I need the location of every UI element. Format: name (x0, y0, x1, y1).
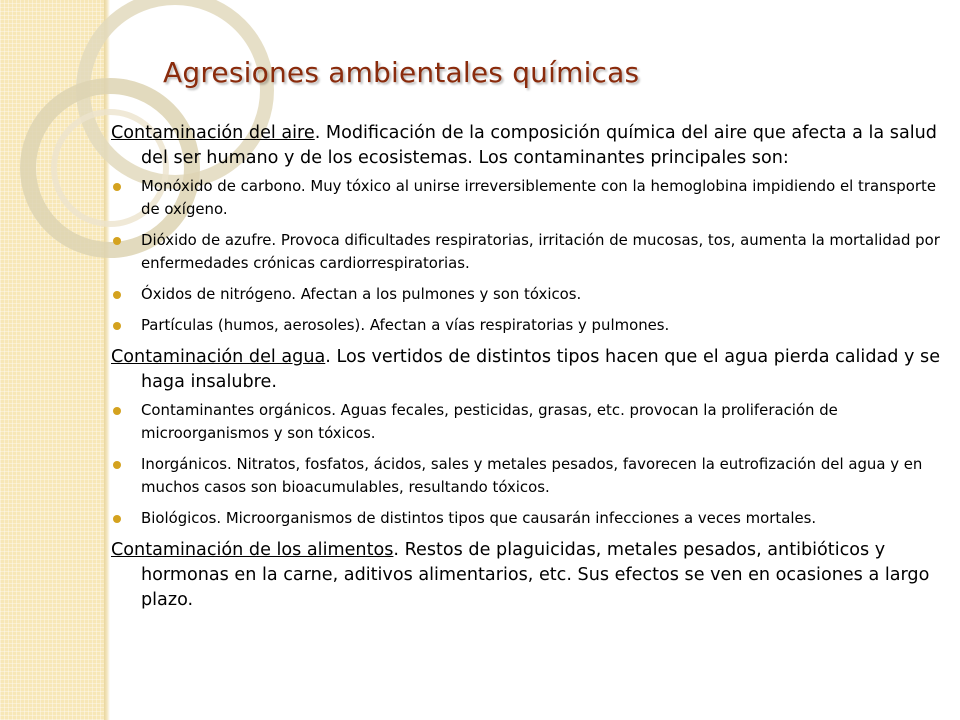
section-food (111, 538, 956, 613)
page-title: Agresiones ambientales químicas (163, 56, 640, 89)
section-text-air: . Modificación de la composición química del aire que afecta a la salud del ser humano y de los ecosistemas. Los contaminantes principales son: (141, 123, 937, 168)
section-text-water: . Los vertidos de distintos tipos hacen que el agua pierda calidad y se haga insalubre. (141, 347, 941, 392)
bullet-list-water (111, 399, 956, 530)
section-heading-water: Contaminación del agua (111, 347, 326, 367)
list-item: Partículas (humos, aerosoles). Afectan a vías respiratorias y pulmones. (111, 314, 956, 337)
list-item: Biológicos. Microorganismos de distintos tipos que causarán infecciones a veces mortales. (111, 507, 956, 530)
bullet-dot-icon (113, 322, 121, 330)
bullet-dot-icon (113, 183, 121, 191)
list-item: Contaminantes orgánicos. Aguas fecales, pesticidas, grasas, etc. provocan la proliferación de microorganismos y son tóxicos. (111, 399, 956, 445)
list-item: Inorgánicos. Nitratos, fosfatos, ácidos, sales y metales pesados, favorecen la eutrofización del agua y en muchos casos son bioacumulables, resultando tóxicos. (111, 453, 956, 499)
section-air (111, 121, 956, 171)
list-item: Monóxido de carbono. Muy tóxico al unirse irreversiblemente con la hemoglobina impidiendo el transporte de oxígeno. (111, 175, 956, 221)
section-heading-air: Contaminación del aire (111, 123, 315, 143)
bullet-dot-icon (113, 461, 121, 469)
section-text-food: . Restos de plaguicidas, metales pesados, antibióticos y hormonas en la carne, aditivos alimentarios, etc. Sus efectos se ven en ocasiones a largo plazo. (141, 540, 930, 610)
section-heading-food: Contaminación de los alimentos (111, 540, 394, 560)
list-item: Óxidos de nitrógeno. Afectan a los pulmones y son tóxicos. (111, 283, 956, 306)
bullet-dot-icon (113, 407, 121, 415)
bullet-dot-icon (113, 515, 121, 523)
slide-body (111, 121, 956, 617)
bullet-dot-icon (113, 237, 121, 245)
bullet-list-air (111, 175, 956, 337)
bullet-dot-icon (113, 291, 121, 299)
section-water (111, 345, 956, 395)
list-item: Dióxido de azufre. Provoca dificultades respiratorias, irritación de mucosas, tos, aumenta la mortalidad por enfermedades crónicas cardiorrespiratorias. (111, 229, 956, 275)
